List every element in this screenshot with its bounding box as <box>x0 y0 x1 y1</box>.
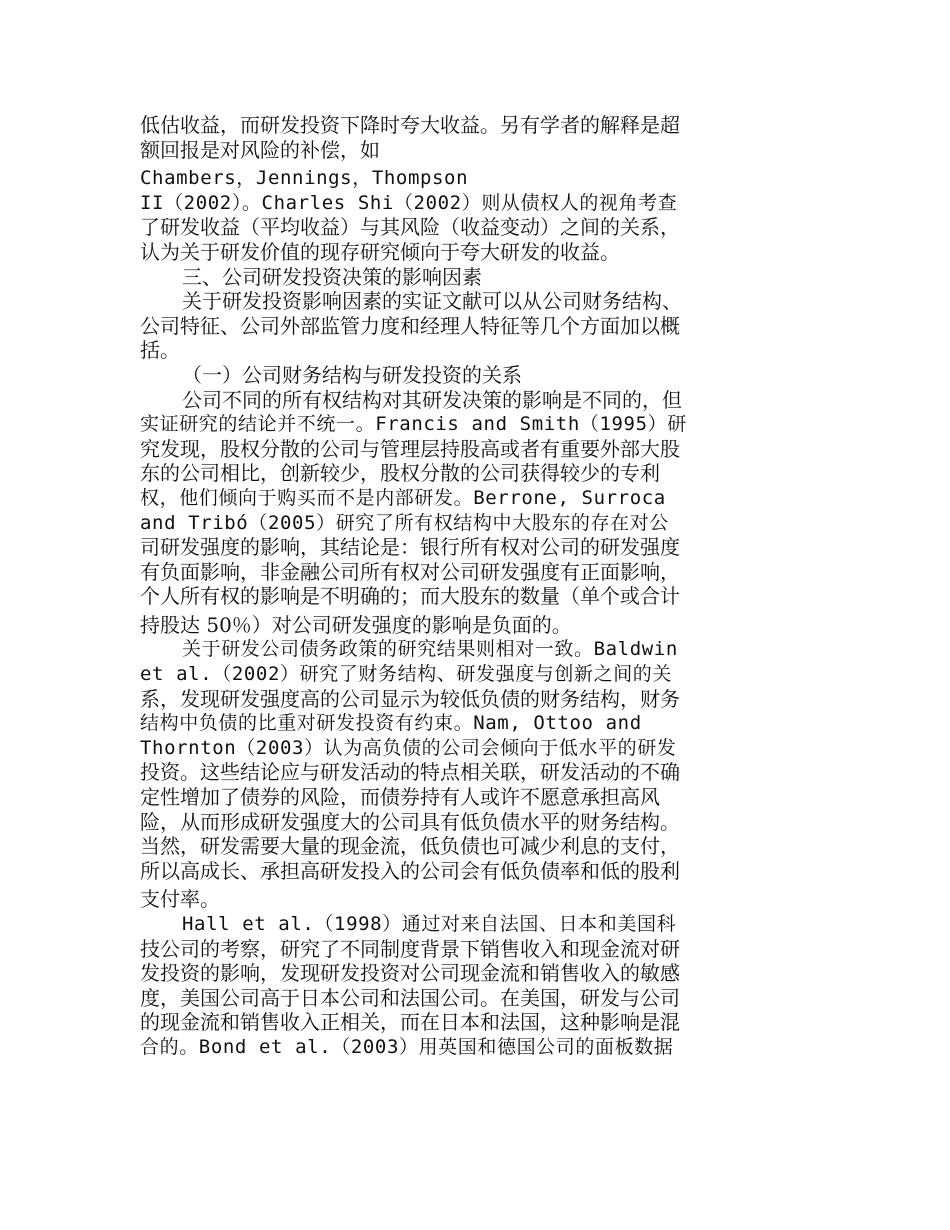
text-line: 支付率。 <box>140 887 220 912</box>
text-line: 了研发收益（平均收益）与其风险（收益变动）之间的关系， <box>140 215 680 240</box>
text-line: 东的公司相比，创新较少，股权分散的公司获得较少的专利 <box>140 461 660 486</box>
text-line: 系，发现研发强度高的公司显示为较低负债的财务结构，财务 <box>140 686 680 711</box>
text-line: Hall et al.（1998）通过对来自法国、日本和美国科 <box>182 913 677 935</box>
text-line: et al.（2002）研究了财务结构、研发强度与创新之间的关 <box>140 663 672 686</box>
text-line: 实证研究的结论并不统一。Francis and Smith（1995）研 <box>140 413 687 436</box>
text-line: 投资。这些结论应与研发活动的特点相关联，研发活动的不确 <box>140 760 680 785</box>
text-line: 三、公司研发投资决策的影响因素 <box>182 264 482 289</box>
text-line: 有负面影响，非金融公司所有权对公司研发强度有正面影响， <box>140 559 680 584</box>
text-line: 定性增加了债券的风险，而债券持有人或许不愿意承担高风 <box>140 785 660 810</box>
text-line: 关于研发投资影响因素的实证文献可以从公司财务结构、 <box>182 289 682 314</box>
text-line: 公司特征、公司外部监管力度和经理人特征等几个方面加以概 <box>140 313 680 338</box>
text-line: 技公司的考察，研究了不同制度背景下销售收入和现金流对研 <box>140 936 680 961</box>
text-line: 认为关于研发价值的现存研究倾向于夸大研发的收益。 <box>140 239 620 264</box>
text-line: 低估收益，而研发投资下降时夸大收益。另有学者的解释是超 <box>140 113 680 137</box>
text-line: 额回报是对风险的补偿，如 <box>140 137 380 162</box>
text-line: Chambers，Jennings，Thompson <box>140 167 469 190</box>
text-line: 的现金流和销售收入正相关，而在日本和法国，这种影响是混 <box>140 1010 680 1035</box>
text-line: 险，从而形成研发强度大的公司具有低负债水平的财务结构。 <box>140 809 680 834</box>
text-line: 究发现，股权分散的公司与管理层持股高或者有重要外部大股 <box>140 436 680 461</box>
text-line: 司研发强度的影响，其结论是：银行所有权对公司的研发强度 <box>140 535 680 560</box>
text-line: 公司不同的所有权结构对其研发决策的影响是不同的，但 <box>182 387 682 412</box>
text-line: 括。 <box>140 338 180 363</box>
text-line: II（2002）。Charles Shi（2002）则从债权人的视角考查 <box>140 191 678 214</box>
text-line: and Tribó（2005）研究了所有权结构中大股东的存在对公 <box>140 511 669 534</box>
text-line: 权，他们倾向于购买而不是内部研发。Berrone, Surroca <box>140 486 666 509</box>
text-line: 关于研发公司债务政策的研究结果则相对一致。Baldwin <box>182 638 678 661</box>
text-line: 发投资的影响，发现研发投资对公司现金流和销售收入的敏感 <box>140 961 680 986</box>
text-line: 度，美国公司高于日本公司和法国公司。在美国，研发与公司 <box>140 985 680 1010</box>
text-line: Thornton（2003）认为高负债的公司会倾向于低水平的研发 <box>140 736 677 759</box>
text-line: 个人所有权的影响是不明确的；而大股东的数量（单个或合计 <box>140 584 680 609</box>
text-line: 当然，研发需要大量的现金流，低负债也可减少利息的支付， <box>140 834 680 859</box>
text-line: 持股达 50％）对公司研发强度的影响是负面的。 <box>140 612 572 637</box>
document-body <box>140 113 740 1060</box>
text-line: 所以高成长、承担高研发投入的公司会有低负债率和低的股利 <box>140 858 680 883</box>
text-line: 合的。Bond et al.（2003）用英国和德国公司的面板数据 <box>140 1035 674 1058</box>
text-line: 结构中负债的比重对研发投资有约束。Nam, Ottoo and <box>140 712 642 735</box>
text-line: （一）公司财务结构与研发投资的关系 <box>182 362 522 387</box>
